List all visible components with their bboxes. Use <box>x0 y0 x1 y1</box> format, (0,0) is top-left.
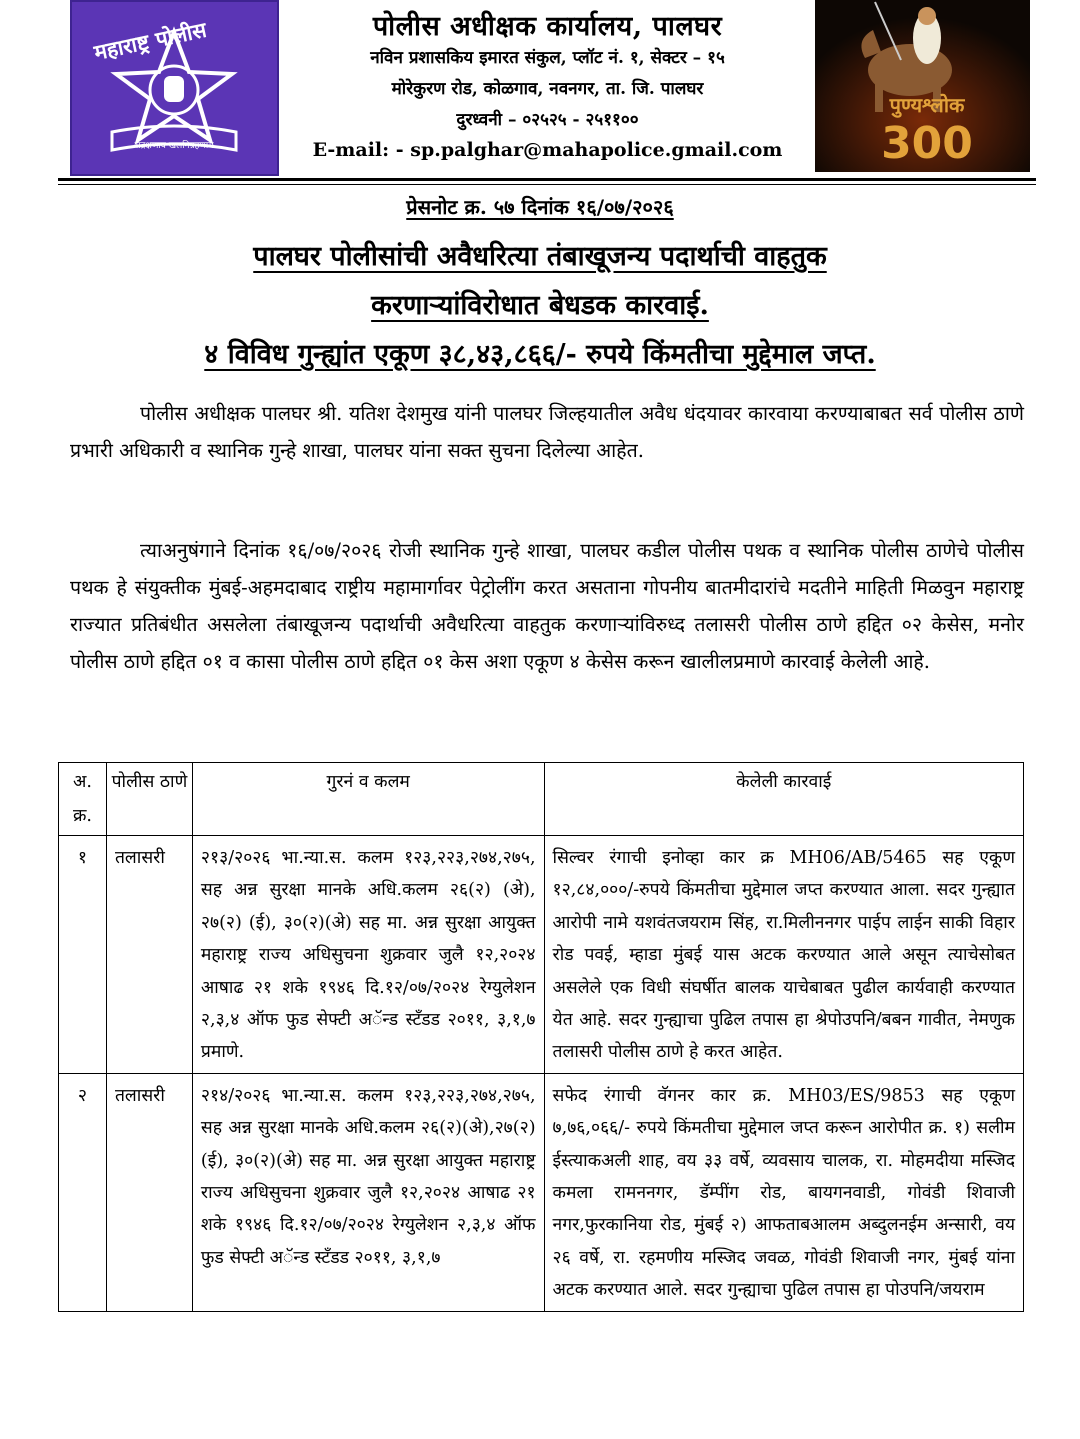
office-title: पोलीस अधीक्षक कार्यालय, पालघर <box>372 11 723 42</box>
row-serial: १ <box>59 836 107 1074</box>
row-action: सफेद रंगाची वॅगनर कार क्र. MH03/ES/9853 सह एकूण ७,७६,०६६/- रुपये किंमतीचा मुद्देमाल जप्त करून आरोपीत क्र. १) सलीम ईस्त्याकअली शाह, वय ३३ वर्षे, व्यवसाय चालक, रा. मोहमदीया मस्जिद कमला रामननगर, डॅम्पींग रोड, बायगनवाडी, गोवंडी शिवाजी नगर,फुरकानिया रोड, मुंबई २) आफताबआलम अब्दुलनईम अन्सारी, वय २६ वर्षे, रा. रहमणीय मस्जिद जवळ, गोवंडी शिवाजी नगर, मुंबई यांना अटक करण्यात आले. सदर गुन्ह्याचा पुढिल तपास हा पोउपनि/जयराम <box>544 1073 1023 1311</box>
row-station: तलासरी <box>106 1073 192 1311</box>
police-logo <box>70 0 279 176</box>
logo-text-left: महाराष्ट्र पोलीस <box>92 17 209 65</box>
row-serial: २ <box>59 1073 107 1311</box>
email-line: E-mail: - sp.palghar@mahapolice.gmail.com <box>312 139 783 161</box>
phone-line: दुरध्वनी – ०२५२५ - २५११०० <box>456 110 639 130</box>
row-station: तलासरी <box>106 836 192 1074</box>
col-header-serial: अ. क्र. <box>59 763 107 836</box>
row-action: सिल्वर रंगाची इनोव्हा कार क्र MH06/AB/5465 सह एकूण १२,८४,०००/-रुपये किंमतीचा मुद्देमाल जप्त करण्यात आला. सदर गुन्ह्यात आरोपी नामे यशवंतजयराम सिंह, रा.मिलीननगर पाईप लाईन साकी विहार रोड पवई, म्हाडा मुंबई यास अटक करण्यात आले असून त्याचेसोबत असलेले एक विधी संघर्षीत बालक याचेबाबत पुढील कार्यवाही करण्यात येत आहे. सदर गुन्ह्याचा पुढिल तपास हा श्रेपोउपनि/बबन गावीत, नेमणुक तलासरी पोलीस ठाणे हे करत आहेत. <box>544 836 1023 1074</box>
logo-motto: सद्रक्षणाय खलनिग्रहणाय <box>134 141 214 151</box>
letterhead <box>58 0 1028 180</box>
address-line-2: मोरेकुरण रोड, कोळगाव, नवनगर, ता. जि. पालघर <box>391 79 704 99</box>
table-header-row <box>59 763 1024 836</box>
rider-emblem-icon <box>815 0 1030 172</box>
punyashlok-emblem <box>815 0 1030 172</box>
cases-table <box>58 762 1024 1312</box>
row-case-section: २१४/२०२६ भा.न्या.स. कलम १२३,२२३,२७४,२७५, सह अन्न सुरक्षा मानके अधि.कलम २६(२)(अे),२७(२)(ई), ३०(२)(अे) सह मा. अन्न सुरक्षा आयुक्त महाराष्ट्र राज्य अधिसुचना शुक्रवार जुलै १२,२०२४ आषाढ २१ शके १९४६ दि.१२/०७/२०२४ रेग्युलेशन २,३,४ ऑफ फुड सेफ्टी अॅन्ड स्टॅंडड २०११, ३,१,७ <box>192 1073 544 1311</box>
paragraph-2: त्याअनुषंगाने दिनांक १६/०७/२०२६ रोजी स्थानिक गुन्हे शाखा, पालघर कडील पोलीस पथक व स्थानिक पोलीस ठाणेचे पोलीस पथक हे संयुक्तीक मुंबई-अहमदाबाद राष्ट्रीय महामार्गावर पेट्रोलींग करत असताना गोपनीय बातमीदारांचे मदतीने माहिती मिळवुन महाराष्ट्र राज्यात प्रतिबंधीत असलेला तंबाखूजन्य पदार्थाची अवैधरित्या वाहतुक करणाऱ्यांविरुध्द तलासरी पोलीस ठाणे हद्दित ०२ केसेस, मनोर पोलीस ठाणे हद्दित ०१ व कासा पोलीस ठाणे हद्दित ०१ केस अशा एकूण ४ केसेस करून खालीलप्रमाणे कारवाई केलेली आहे. <box>70 539 1024 673</box>
emblem-caption: पुण्यश्लोक <box>889 93 965 117</box>
press-note-number <box>0 193 1080 220</box>
headline-line-1: पालघर पोलीसांची अवैधरित्या तंबाखूजन्य पदार्थाची वाहतुक <box>253 241 827 272</box>
table-row <box>59 836 1024 1074</box>
emblem-number: 300 <box>881 118 973 169</box>
press-note-text: प्रेसनोट क्र. ५७ दिनांक १६/०७/२०२६ <box>406 195 674 219</box>
headline-line-3: ४ विविध गुन्ह्यांत एकूण ३८,४३,८६६/- रुपये किंमतीचा मुद्देमाल जप्त. <box>204 339 876 370</box>
headline-line-2: करणाऱ्यांविरोधात बेधडक कारवाई. <box>371 290 709 321</box>
paragraph-1: पोलीस अधीक्षक पालघर श्री. यतिश देशमुख यांनी पालघर जिल्हयातील अवैध धंदयावर कारवाया करण्याबाबत सर्व पोलीस ठाणे प्रभारी अधिकारी व स्थानिक गुन्हे शाखा, पालघर यांना सक्त सुचना दिलेल्या आहेत. <box>70 402 1024 462</box>
address-line-1: नविन प्रशासकिय इमारत संकुल, प्लॉट नं. १, सेक्टर – १५ <box>370 48 725 68</box>
header-divider-thin <box>58 184 1036 185</box>
police-star-icon <box>72 2 277 174</box>
col-header-case: गुरनं व कलम <box>192 763 544 836</box>
office-heading <box>290 0 805 164</box>
table-row <box>59 1073 1024 1311</box>
row-case-section: २१३/२०२६ भा.न्या.स. कलम १२३,२२३,२७४,२७५, सह अन्न सुरक्षा मानके अधि.कलम २६(२) (अे), २७(२) (ई), ३०(२)(अे) सह मा. अन्न सुरक्षा आयुक्त महाराष्ट्र राज्य अधिसुचना शुक्रवार जुलै १२,२०२४ आषाढ २१ शके १९४६ दि.१२/०७/२०२४ रेग्युलेशन २,३,४ ऑफ फुड सेफ्टी अॅन्ड स्टॅंडड २०११, ३,१,७ प्रमाणे. <box>192 836 544 1074</box>
col-header-action: केलेली कारवाई <box>544 763 1023 836</box>
col-header-station: पोलीस ठाणे <box>106 763 192 836</box>
header-divider <box>58 178 1036 181</box>
